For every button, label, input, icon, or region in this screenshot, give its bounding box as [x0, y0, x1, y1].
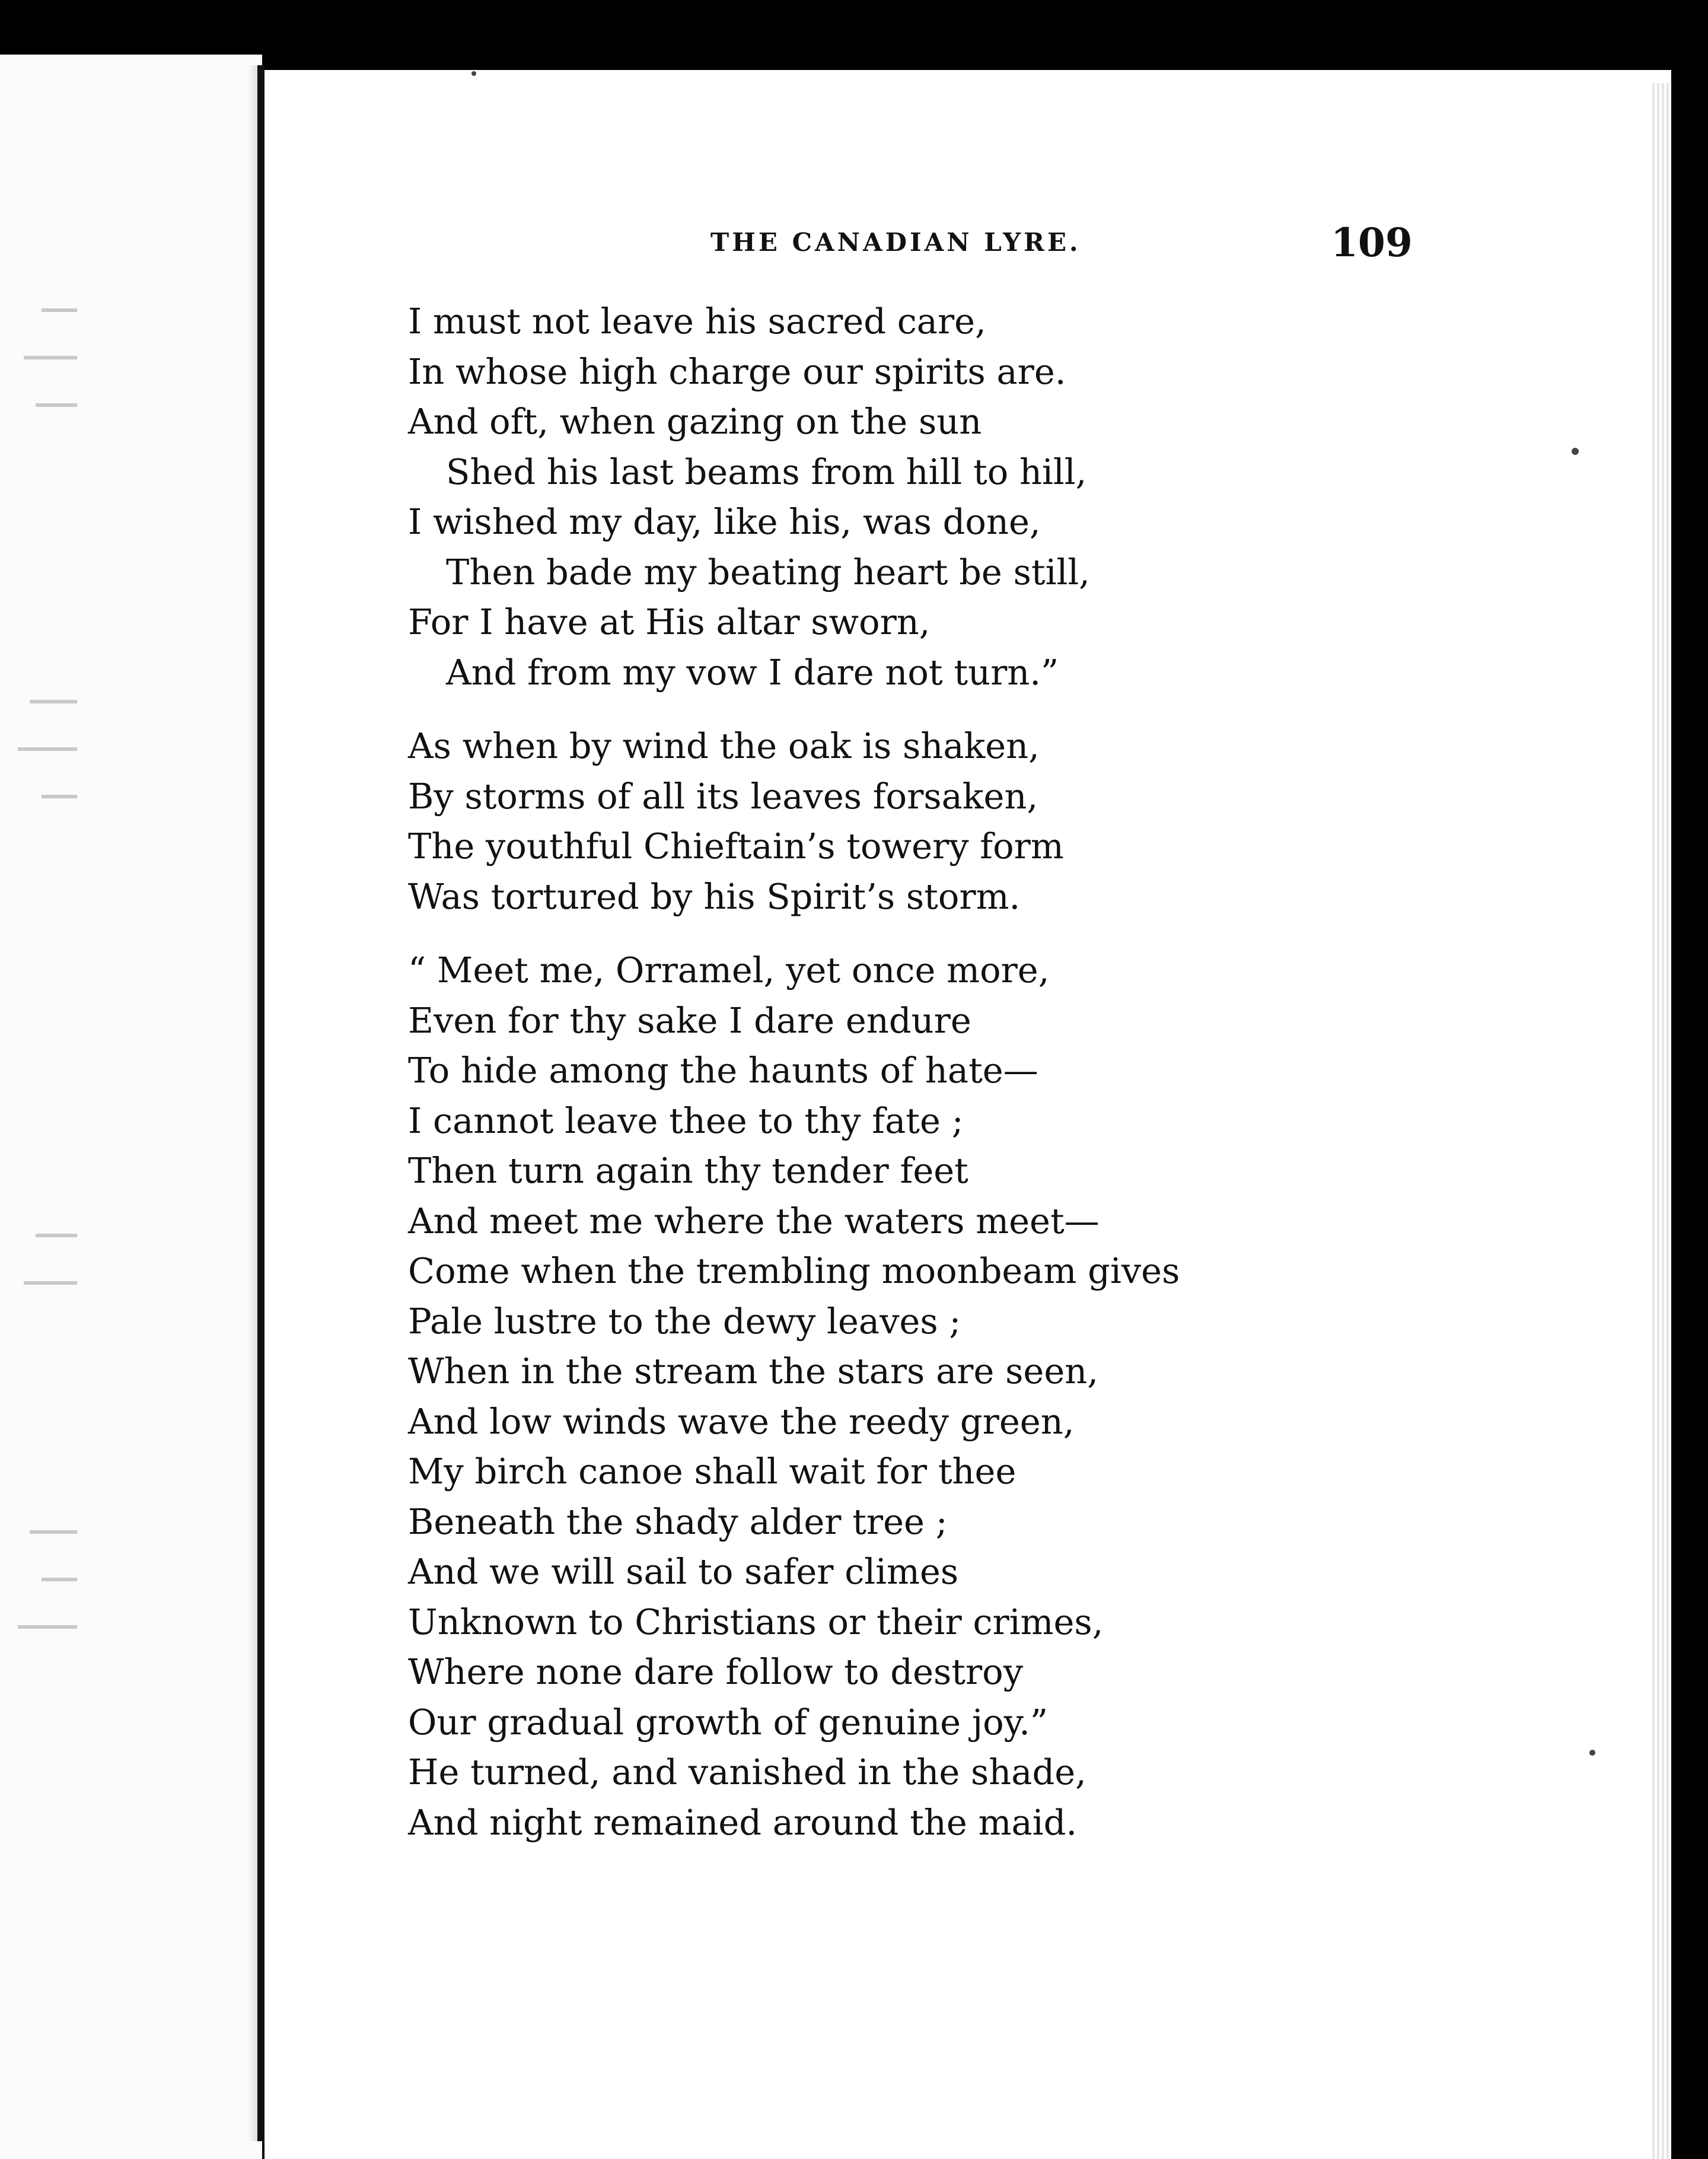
poem-line: Shed his last beams from hill to hill,: [446, 451, 1087, 492]
poem-line: And low winds wave the reedy green,: [408, 1400, 1075, 1442]
poem-line: As when by wind the oak is shaken,: [408, 725, 1040, 766]
stanza: [408, 297, 1238, 698]
poem-line: For I have at His altar sworn,: [408, 601, 931, 642]
poem-line: Where none dare follow to destroy: [408, 1651, 1024, 1692]
page-header: [706, 219, 1413, 273]
print-speck: [471, 71, 476, 76]
poem-line: He turned, and vanished in the shade,: [408, 1752, 1086, 1792]
stanza: [408, 945, 1238, 1848]
poem-line: I cannot leave thee to thy fate ;: [408, 1100, 964, 1141]
poem-line: And night remained around the maid.: [408, 1801, 1078, 1843]
page-edge-stack: [1652, 83, 1670, 2159]
poem-line: And from my vow I dare not turn.”: [446, 651, 1059, 693]
poem-line: Beneath the shady alder tree ;: [408, 1501, 948, 1542]
poem-line: Pale lustre to the dewy leaves ;: [408, 1300, 961, 1342]
poem-line: When in the stream the stars are seen,: [408, 1351, 1098, 1391]
poem-line: Our gradual growth of genuine joy.”: [408, 1701, 1049, 1743]
page-number: 109: [1331, 219, 1413, 266]
poem-line: My birch canoe shall wait for thee: [408, 1451, 1016, 1492]
print-speck: [1589, 1750, 1595, 1756]
bleed-through-marks: [0, 285, 77, 1827]
poem-line: I wished my day, like his, was done,: [408, 501, 1041, 542]
poem-line: Then turn again thy tender feet: [408, 1150, 968, 1191]
stanza: [408, 721, 1238, 922]
poem-line: Then bade my beating heart be still,: [446, 551, 1090, 593]
poem-line: Was tortured by his Spirit’s storm.: [408, 875, 1021, 917]
poem-line: And meet me where the waters meet—: [408, 1200, 1100, 1241]
print-speck: [1572, 448, 1579, 455]
poem-line: I must not leave his sacred care,: [408, 301, 986, 342]
poem-line: To hide among the haunts of hate—: [408, 1050, 1038, 1091]
poem-line: In whose high charge our spirits are.: [408, 351, 1066, 392]
poem-line: Come when the trembling moonbeam gives: [408, 1250, 1180, 1291]
poem-line: “ Meet me, Orramel, yet once more,: [408, 950, 1050, 991]
poem-line: The youthful Chieftain’s towery form: [408, 826, 1064, 867]
poem-line: And oft, when gazing on the sun: [408, 401, 982, 442]
running-head: THE CANADIAN LYRE.: [710, 228, 1081, 257]
poem-text: [408, 297, 1238, 1871]
poem-line: Unknown to Christians or their crimes,: [408, 1601, 1104, 1642]
book-gutter: [257, 65, 265, 2141]
poem-line: Even for thy sake I dare endure: [408, 999, 971, 1041]
poem-line: And we will sail to safer climes: [408, 1551, 959, 1592]
scan-background-right: [1671, 0, 1708, 2159]
poem-line: By storms of all its leaves forsaken,: [408, 775, 1038, 817]
